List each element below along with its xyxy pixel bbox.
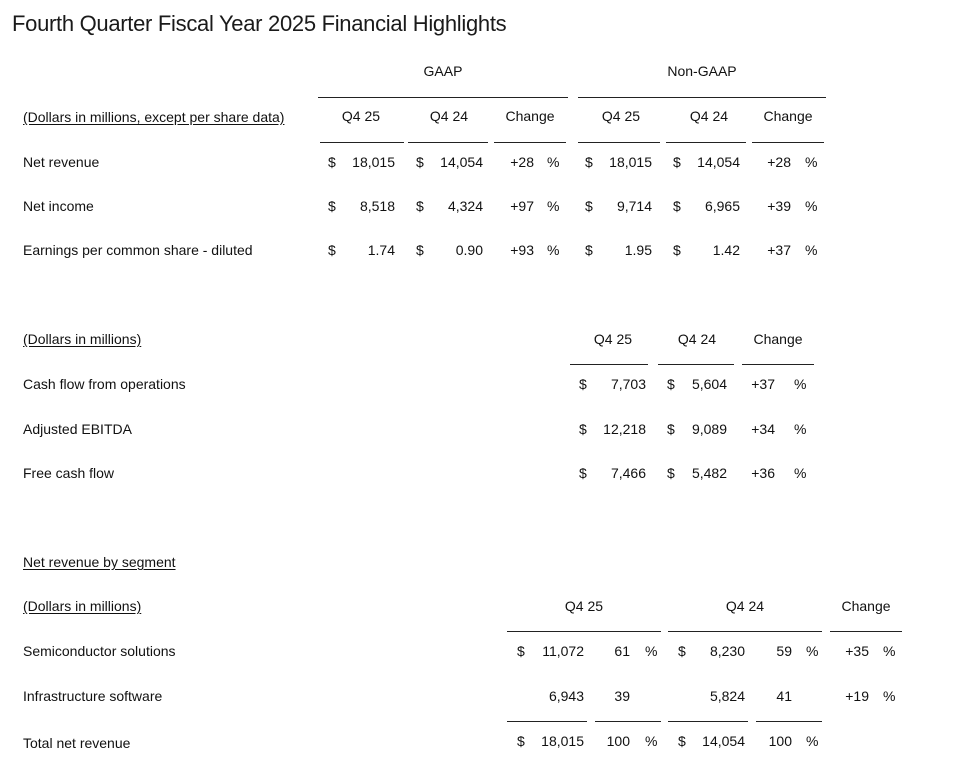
percent-sign: % (883, 688, 896, 704)
change-header: Change (753, 331, 803, 347)
q424-header: Q4 24 (677, 331, 717, 347)
percent-sign: % (547, 198, 560, 214)
nongaap-group-rule (578, 97, 826, 98)
dollar-sign: $ (328, 198, 336, 214)
dollar-sign: $ (678, 733, 686, 749)
q425-header: Q4 25 (593, 331, 633, 347)
q425-value: 6,943 (548, 688, 584, 704)
dollar-sign: $ (667, 421, 675, 437)
percent-sign: % (794, 376, 807, 392)
dollar-sign: $ (328, 242, 336, 258)
nongaap-change-header: Change (763, 108, 813, 124)
dollar-sign: $ (673, 154, 681, 170)
q425-value: 7,466 (610, 465, 646, 481)
percent-sign: % (805, 154, 818, 170)
gaap-q425-header: Q4 25 (341, 108, 381, 124)
q424-total: 14,054 (702, 733, 745, 749)
section-label: Net revenue by segment (23, 554, 176, 570)
nongaap-change-value: +28 (767, 154, 791, 170)
gaap-group-header: GAAP (423, 63, 463, 79)
dollar-sign: $ (667, 376, 675, 392)
percent-sign: % (806, 733, 819, 749)
dollar-sign: $ (585, 198, 593, 214)
q425-header: Q4 25 (564, 598, 604, 614)
q424-value: 5,482 (691, 465, 727, 481)
total-rule (507, 721, 587, 722)
dollar-sign: $ (673, 198, 681, 214)
percent-sign: % (794, 465, 807, 481)
column-rule (408, 142, 488, 143)
column-rule (494, 142, 566, 143)
nongaap-q425-value: 9,714 (616, 198, 652, 214)
nongaap-q424-value: 14,054 (697, 154, 740, 170)
nongaap-change-value: +39 (767, 198, 791, 214)
nongaap-q425-header: Q4 25 (601, 108, 641, 124)
q424-total-share: 100 (768, 733, 792, 749)
percent-sign: % (547, 242, 560, 258)
row-label: Semiconductor solutions (23, 643, 176, 659)
gaap-q424-value: 4,324 (447, 198, 483, 214)
row-label: Free cash flow (23, 465, 115, 481)
column-rule (830, 631, 902, 632)
q424-share: 59 (776, 643, 792, 659)
row-label: Net revenue (23, 154, 100, 170)
nongaap-group-header: Non-GAAP (667, 63, 737, 79)
column-rule (668, 631, 822, 632)
dollar-sign: $ (517, 733, 525, 749)
gaap-change-value: +97 (510, 198, 534, 214)
column-rule (742, 364, 814, 365)
q424-value: 9,089 (691, 421, 727, 437)
gaap-q424-value: 14,054 (440, 154, 483, 170)
percent-sign: % (645, 643, 658, 659)
gaap-q425-value: 1.74 (367, 242, 395, 258)
dollar-sign: $ (579, 376, 587, 392)
nongaap-q425-value: 18,015 (609, 154, 652, 170)
q425-total: 18,015 (541, 733, 584, 749)
gaap-q425-value: 18,015 (352, 154, 395, 170)
row-label: Infrastructure software (23, 688, 163, 704)
gaap-change-value: +93 (510, 242, 534, 258)
row-label: Adjusted EBITDA (23, 421, 132, 437)
percent-sign: % (883, 643, 896, 659)
gaap-change-value: +28 (510, 154, 534, 170)
dollar-sign: $ (667, 465, 675, 481)
table1-unit-label: (Dollars in millions, except per share data) (23, 109, 285, 125)
nongaap-q425-value: 1.95 (624, 242, 652, 258)
gaap-q425-value: 8,518 (359, 198, 395, 214)
gaap-q424-header: Q4 24 (429, 108, 469, 124)
column-rule (507, 631, 661, 632)
percent-sign: % (547, 154, 560, 170)
change-value: +36 (751, 465, 775, 481)
dollar-sign: $ (416, 242, 424, 258)
q424-value: 8,230 (709, 643, 745, 659)
q425-value: 11,072 (542, 643, 584, 659)
change-value: +34 (751, 421, 775, 437)
q424-value: 5,604 (691, 376, 727, 392)
nongaap-q424-value: 1.42 (712, 242, 740, 258)
row-label: Cash flow from operations (23, 376, 186, 392)
percent-sign: % (805, 242, 818, 258)
gaap-q424-value: 0.90 (455, 242, 483, 258)
column-rule (578, 142, 660, 143)
column-rule (320, 142, 404, 143)
dollar-sign: $ (673, 242, 681, 258)
change-value: +19 (845, 688, 869, 704)
percent-sign: % (645, 733, 658, 749)
row-label: Earnings per common share - diluted (23, 242, 253, 258)
change-value: +35 (845, 643, 869, 659)
nongaap-change-value: +37 (767, 242, 791, 258)
dollar-sign: $ (585, 242, 593, 258)
q425-share: 61 (614, 643, 630, 659)
table2-unit-label: (Dollars in millions) (23, 331, 142, 347)
dollar-sign: $ (416, 154, 424, 170)
column-rule (666, 142, 746, 143)
change-header: Change (841, 598, 891, 614)
total-rule (595, 721, 661, 722)
dollar-sign: $ (585, 154, 593, 170)
table3-unit-label: (Dollars in millions) (23, 598, 142, 614)
row-label: Net income (23, 198, 94, 214)
total-rule (668, 721, 748, 722)
change-value: +37 (751, 376, 775, 392)
q425-value: 7,703 (610, 376, 646, 392)
q425-share: 39 (614, 688, 630, 704)
column-rule (570, 364, 648, 365)
percent-sign: % (794, 421, 807, 437)
dollar-sign: $ (579, 421, 587, 437)
q425-total-share: 100 (606, 733, 630, 749)
q424-value: 5,824 (709, 688, 745, 704)
column-rule (658, 364, 734, 365)
q424-header: Q4 24 (725, 598, 765, 614)
total-rule (756, 721, 822, 722)
page-title: Fourth Quarter Fiscal Year 2025 Financial Highlights (12, 11, 507, 36)
row-label: Total net revenue (23, 735, 131, 751)
column-rule (752, 142, 824, 143)
percent-sign: % (806, 643, 819, 659)
dollar-sign: $ (579, 465, 587, 481)
q424-share: 41 (776, 688, 792, 704)
dollar-sign: $ (678, 643, 686, 659)
gaap-group-rule (318, 97, 568, 98)
dollar-sign: $ (517, 643, 525, 659)
gaap-change-header: Change (505, 108, 555, 124)
dollar-sign: $ (416, 198, 424, 214)
nongaap-q424-value: 6,965 (704, 198, 740, 214)
percent-sign: % (805, 198, 818, 214)
q425-value: 12,218 (603, 421, 646, 437)
nongaap-q424-header: Q4 24 (689, 108, 729, 124)
dollar-sign: $ (328, 154, 336, 170)
